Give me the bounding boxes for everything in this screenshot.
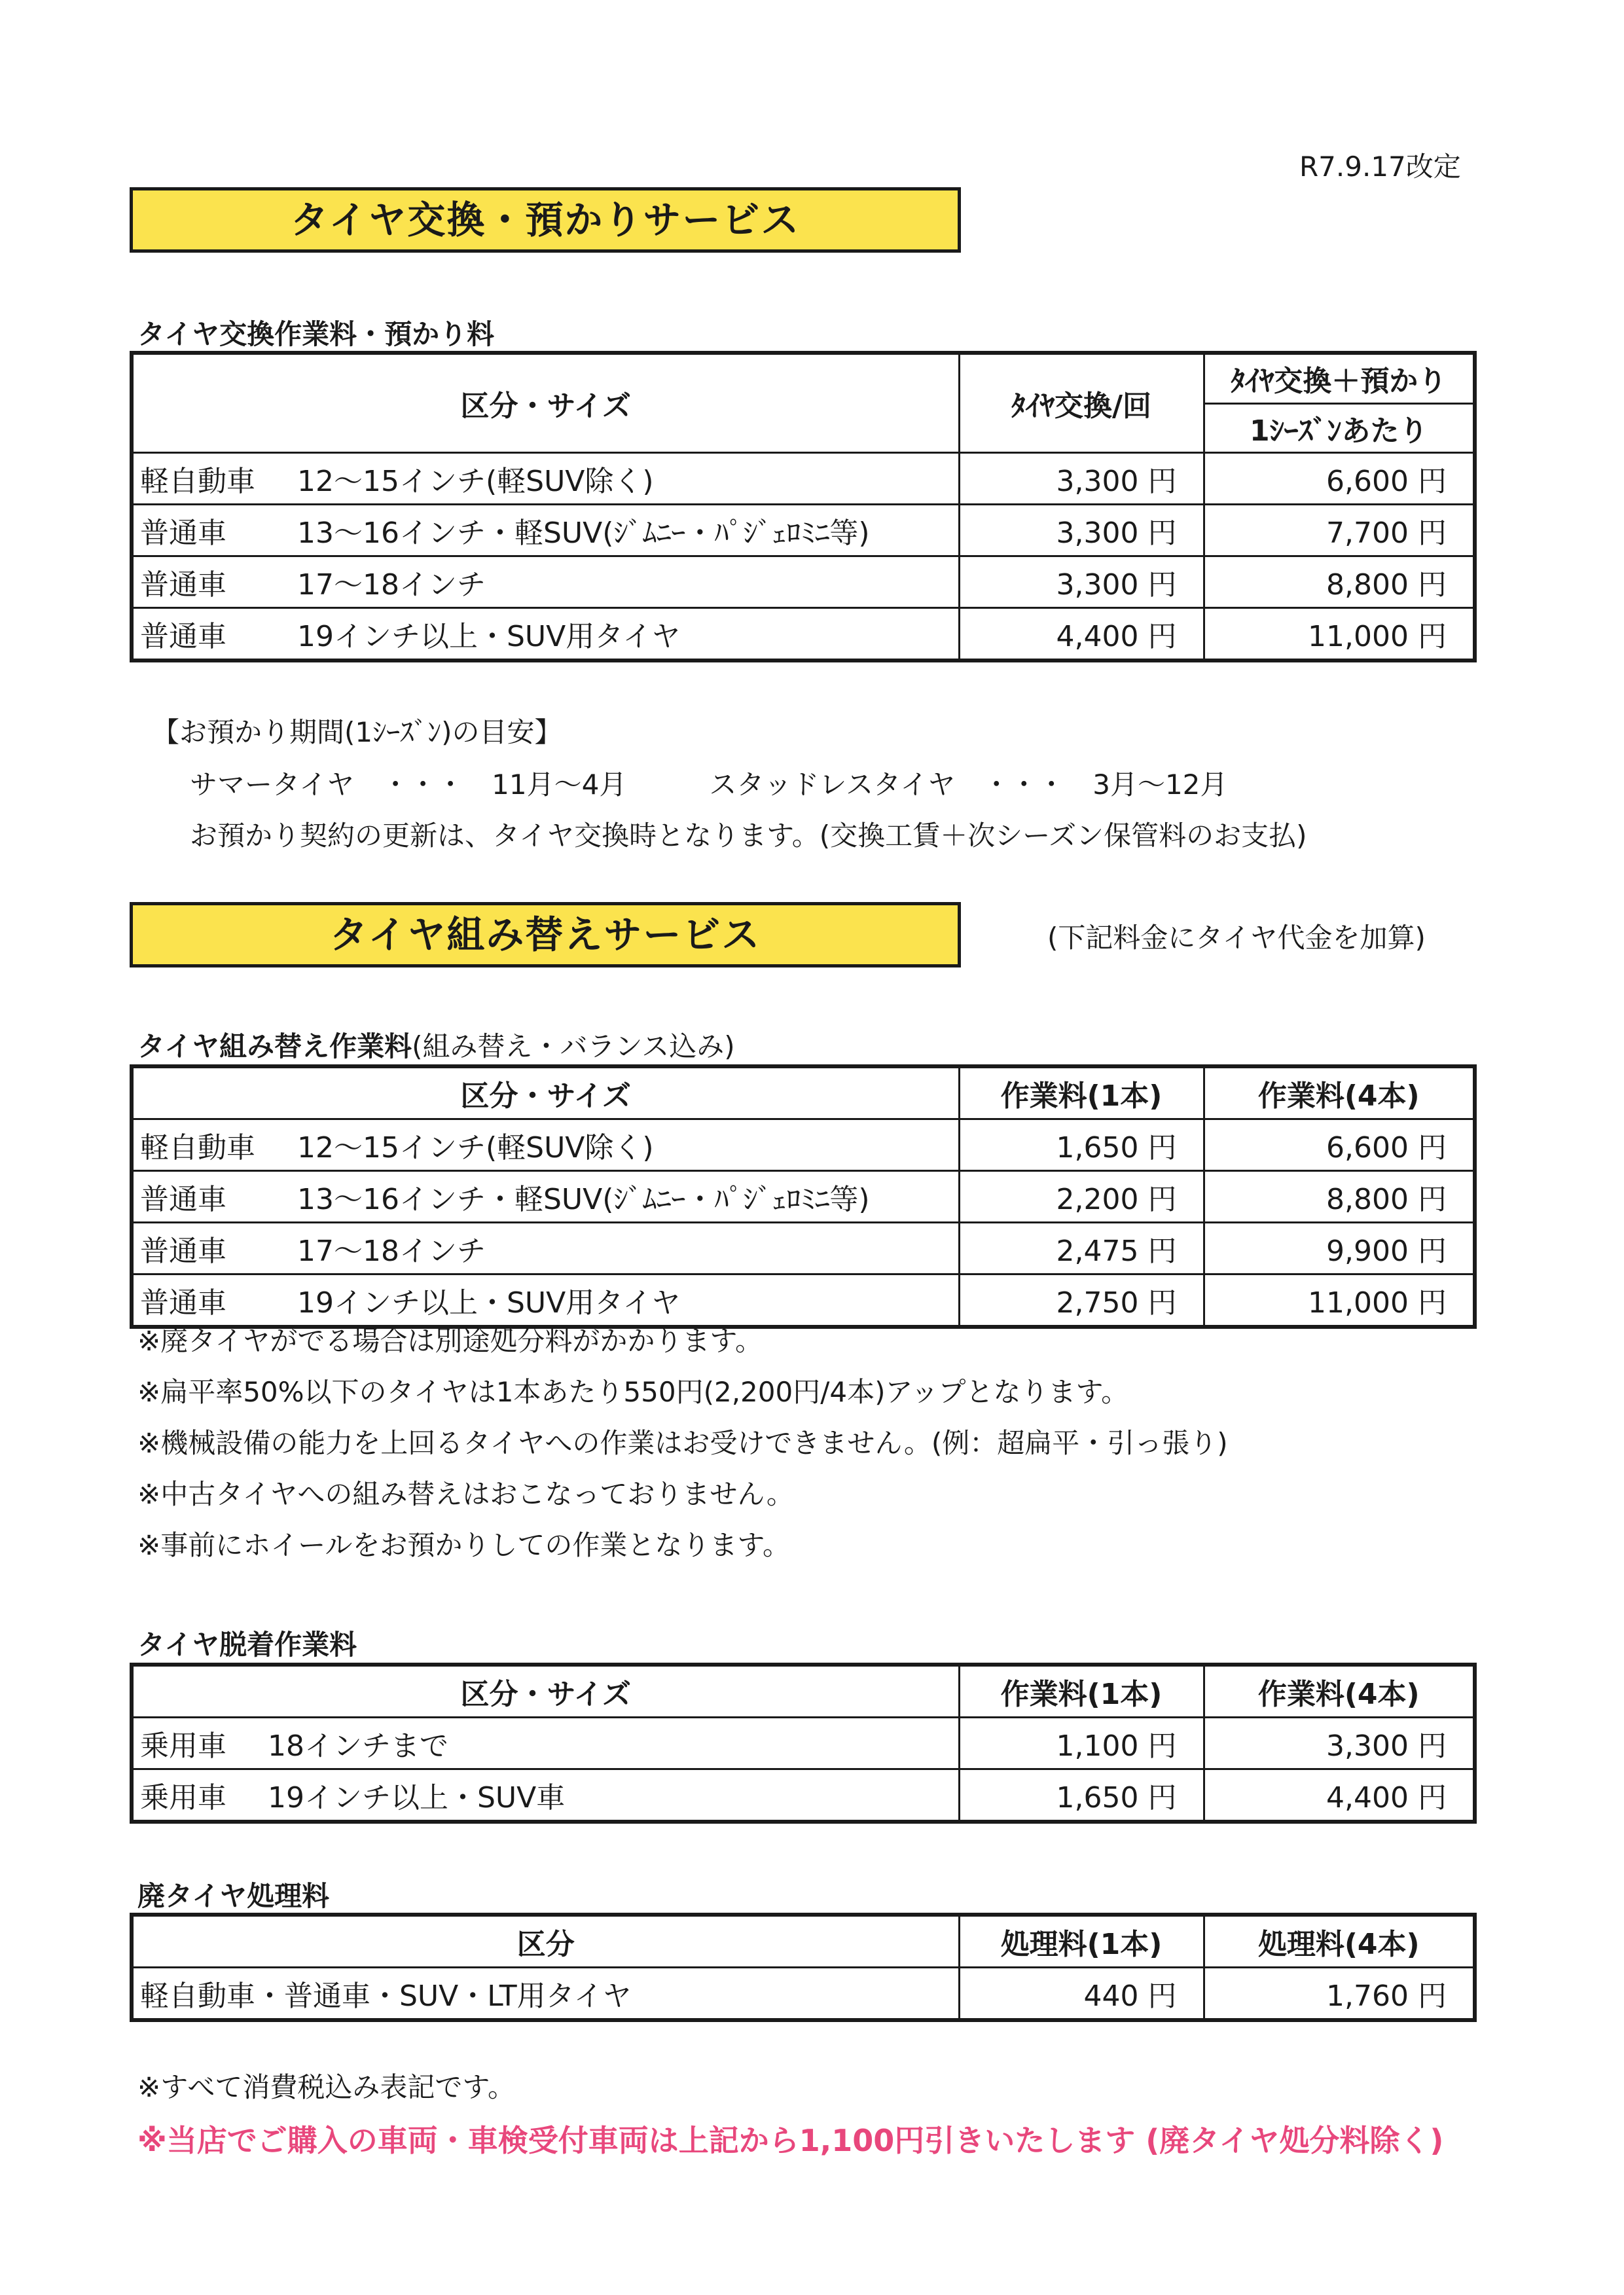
header-fee-four: 作業料(4本)	[1204, 1665, 1475, 1718]
header-category: 区分	[132, 1915, 959, 1968]
note-low-profile: ※扁平率50%以下のタイヤは1本あたり550円(2,200円/4本)アップとなります。	[137, 1376, 1129, 1408]
header-exchange-per-time: ﾀｲﾔ交換/回	[959, 353, 1204, 453]
table-row: 軽自動車・普通車・SUV・LT用タイヤ 440 円 1,760 円	[132, 1968, 1475, 2021]
header-per-season: 1ｼｰｽﾞﾝあたり	[1204, 403, 1475, 452]
table-row: 軽自動車 12～15インチ(軽SUV除く) 3,300 円 6,600 円	[132, 453, 1475, 505]
section-banner-tire-mounting: タイヤ組み替えサービス	[130, 902, 961, 967]
table-row: 普通車 17～18インチ 2,475 円 9,900 円	[132, 1223, 1475, 1274]
table-row: 普通車 13～16インチ・軽SUV(ｼﾞﾑﾆｰ・ﾊﾟｼﾞｪﾛﾐﾆ等) 2,200 円 8,800 円	[132, 1171, 1475, 1223]
table-row: 軽自動車 12～15インチ(軽SUV除く) 1,650 円 6,600 円	[132, 1119, 1475, 1171]
table-row: 乗用車 19インチ以上・SUV車 1,650 円 4,400 円	[132, 1769, 1475, 1822]
storage-renewal-note: お預かり契約の更新は、タイヤ交換時となります。(交換工賃＋次シーズン保管料のお支払)	[190, 820, 1307, 852]
header-exchange-storage: ﾀｲﾔ交換＋預かり	[1204, 353, 1475, 403]
table-row: 乗用車 18インチまで 1,100 円 3,300 円	[132, 1718, 1475, 1769]
subhead-mounting-fees: タイヤ組み替え作業料(組み替え・バランス込み)	[137, 1030, 735, 1062]
storage-guide-title: 【お預かり期間(1ｼｰｽﾞﾝ)の目安】	[152, 716, 562, 748]
header-category: 区分・サイズ	[132, 1665, 959, 1718]
storage-guide-periods: サマータイヤ ・・・ 11月～4月 スタッドレスタイヤ ・・・ 3月～12月	[190, 768, 1228, 801]
subhead-removal-fees: タイヤ脱着作業料	[137, 1629, 357, 1661]
table-row: 普通車 17～18インチ 3,300 円 8,800 円	[132, 556, 1475, 608]
revision-date: R7.9.17改定	[1299, 151, 1461, 183]
mounting-price-note: (下記料金にタイヤ代金を加算)	[1047, 922, 1426, 954]
note-disposal-fee: ※廃タイヤがでる場合は別途処分料がかかります。	[137, 1325, 763, 1357]
subhead-exchange-fees: タイヤ交換作業料・預かり料	[137, 318, 495, 350]
subhead-disposal-fees: 廃タイヤ処理料	[137, 1880, 330, 1912]
table-row: 普通車 13～16インチ・軽SUV(ｼﾞﾑﾆｰ・ﾊﾟｼﾞｪﾛﾐﾆ等) 3,300 円 7,700 円	[132, 505, 1475, 556]
section-banner-tire-exchange: タイヤ交換・預かりサービス	[130, 187, 961, 253]
header-category: 区分・サイズ	[132, 353, 959, 453]
discount-note: ※当店でご購入の車両・車検受付車両は上記から1,100円引きいたします (廃タイヤ処分料除く)	[137, 2123, 1444, 2158]
table-row: 普通車 19インチ以上・SUV用タイヤ 2,750 円 11,000 円	[132, 1274, 1475, 1328]
table-removal-fees	[130, 1663, 1477, 1824]
header-fee-one: 作業料(1本)	[959, 1665, 1204, 1718]
header-disposal-one: 処理料(1本)	[959, 1915, 1204, 1968]
note-equipment-limit: ※機械設備の能力を上回るタイヤへの作業はお受けできません。(例：超扁平・引っ張り)	[137, 1427, 1228, 1459]
table-disposal-fees	[130, 1913, 1477, 2022]
header-disposal-four: 処理料(4本)	[1204, 1915, 1475, 1968]
note-wheel-advance: ※事前にホイールをお預かりしての作業となります。	[137, 1529, 790, 1561]
table-exchange-fees	[130, 351, 1477, 662]
tax-included-note: ※すべて消費税込み表記です。	[137, 2071, 515, 2103]
note-used-tires: ※中古タイヤへの組み替えはおこなっておりません。	[137, 1478, 794, 1510]
table-mounting-fees	[130, 1064, 1477, 1329]
table-row: 普通車 19インチ以上・SUV用タイヤ 4,400 円 11,000 円	[132, 608, 1475, 661]
header-category: 区分・サイズ	[132, 1066, 959, 1119]
header-fee-one: 作業料(1本)	[959, 1066, 1204, 1119]
header-fee-four: 作業料(4本)	[1204, 1066, 1475, 1119]
